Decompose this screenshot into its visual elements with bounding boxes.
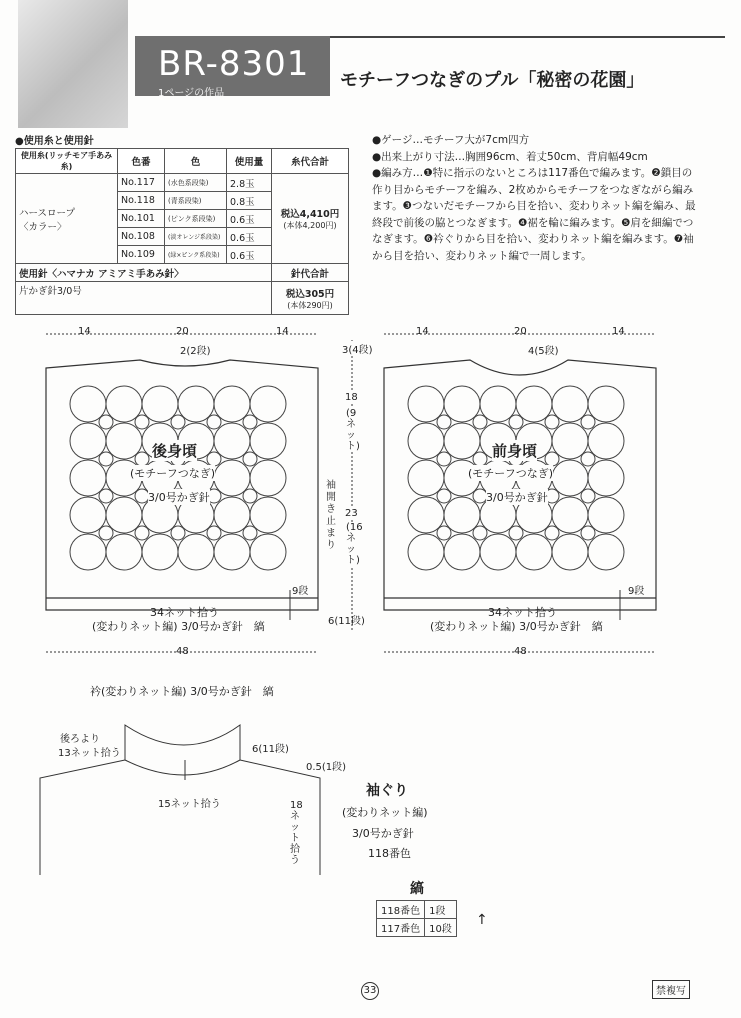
collar-title: 衿(変わりネット編) 3/0号かぎ針 縞	[90, 685, 274, 698]
motif-circle	[480, 534, 516, 570]
yarn-total-sub: (本体4,200円)	[283, 221, 337, 230]
table-row	[377, 919, 457, 937]
motif-circle	[214, 423, 250, 459]
motif-small-circle	[171, 526, 185, 540]
motif-small-circle	[207, 415, 221, 429]
front-rows-label: 9段	[628, 586, 645, 597]
front-band-label: (変わりネット編) 3/0号かぎ針 縞	[430, 620, 603, 633]
motif-circle	[70, 423, 106, 459]
page-reference: 1ページの作品	[158, 88, 225, 99]
motif-small-circle	[473, 415, 487, 429]
motif-small-circle	[207, 526, 221, 540]
motif-small-circle	[581, 415, 595, 429]
stripe-rows: 1段	[425, 901, 457, 919]
back-right-dim: 14	[276, 326, 289, 337]
motif-circle	[70, 460, 106, 496]
motif-circle	[250, 460, 286, 496]
motif-circle	[588, 534, 624, 570]
motif-circle	[70, 386, 106, 422]
motif-small-circle	[581, 452, 595, 466]
motif-small-circle	[545, 415, 559, 429]
collar-front-pick: 15ネット拾う	[158, 799, 221, 810]
collar-back-pick-1: 後ろより	[60, 734, 100, 745]
materials-heading: ●使用糸と使用針	[15, 136, 94, 147]
yarn-total-cell	[272, 174, 349, 264]
table-cell: 0.8玉	[227, 192, 272, 210]
motif-small-circle	[135, 415, 149, 429]
armhole-offset: 0.5(1段)	[306, 762, 347, 773]
col-number: 色番	[118, 149, 165, 174]
motif-small-circle	[171, 415, 185, 429]
yarn-total: 税込4,410円	[280, 209, 340, 220]
instructions	[372, 132, 697, 264]
motif-circle	[588, 423, 624, 459]
stripe-rows: 10段	[425, 919, 457, 937]
armhole-hook: 3/0号かぎ針	[352, 827, 414, 840]
motif-small-circle	[99, 526, 113, 540]
stripe-title: 縞	[410, 881, 424, 897]
motif-circle	[408, 423, 444, 459]
col-amount: 使用量	[227, 149, 272, 174]
motif-circle	[516, 386, 552, 422]
needle-total-label: 針代合計	[272, 264, 349, 282]
motif-circle	[552, 423, 588, 459]
table-cell: 0.6玉	[227, 210, 272, 228]
motif-circle	[250, 386, 286, 422]
side-bottom: 6(11段)	[328, 616, 365, 627]
motif-small-circle	[581, 526, 595, 540]
front-width: 48	[514, 646, 527, 657]
back-neck-label: 2(2段)	[180, 346, 211, 357]
motif-circle	[408, 460, 444, 496]
table-cell: (青系段染)	[165, 192, 227, 210]
motif-circle	[106, 423, 142, 459]
stripe-up-arrow: ↑	[476, 912, 488, 928]
back-body-outline	[46, 360, 318, 610]
motif-circle	[214, 386, 250, 422]
method-text: ●編み方…❶特に指示のないところは117番色で編みます。❷鎖目の作り目からモチーフを編み、2枚めからモチーフをつなぎながら編みます。❸つないだモチーフから目を拾い、変わりネット編を編み、最終段で前後の脇とつなぎます。❹裾を輪に編みます。❺肩を細編でつなぎます。❻衿ぐりから目を拾い、変わりネット編を編みます。❼袖から目を拾い、変わりネット編で一周します。	[372, 167, 696, 262]
back-rows-label: 9段	[292, 586, 309, 597]
motif-circle	[106, 386, 142, 422]
motif-circle	[444, 423, 480, 459]
back-pickup: 34ネット拾う	[150, 606, 219, 619]
motif-small-circle	[437, 489, 451, 503]
motif-circle	[214, 460, 250, 496]
back-left-dim: 14	[78, 326, 91, 337]
table-cell: (淡オレンジ系段染)	[165, 228, 227, 246]
motif-small-circle	[545, 452, 559, 466]
motif-circle	[214, 534, 250, 570]
motif-circle	[250, 423, 286, 459]
motif-circle	[142, 386, 178, 422]
motif-circle	[214, 497, 250, 533]
motif-circle	[178, 534, 214, 570]
pattern-title: モチーフつなぎのプル「秘密の花園」	[340, 70, 645, 91]
needle-label: 使用針〈ハマナカ アミアミ手あみ針〉	[16, 264, 272, 282]
sleeve-stop: 袖開き止まり	[326, 480, 336, 551]
back-piece-sub: (モチーフつなぎ)	[130, 467, 216, 480]
table-cell: No.118	[118, 192, 165, 210]
table-cell: No.101	[118, 210, 165, 228]
motif-circle	[142, 534, 178, 570]
motif-circle	[250, 534, 286, 570]
armhole-pickup: 18ネット拾う	[290, 800, 303, 866]
motif-circle	[444, 386, 480, 422]
motif-small-circle	[509, 415, 523, 429]
materials-table	[15, 148, 349, 315]
motif-small-circle	[135, 452, 149, 466]
motif-circle	[588, 386, 624, 422]
motif-small-circle	[243, 452, 257, 466]
needle-total-sub: (本体290円)	[287, 300, 333, 310]
motif-small-circle	[473, 526, 487, 540]
motif-small-circle	[135, 526, 149, 540]
motif-circle	[444, 497, 480, 533]
motif-circle	[552, 497, 588, 533]
pattern-code: BR-8301	[158, 44, 310, 84]
side-top: 3(4段)	[342, 341, 373, 356]
motif-circle	[408, 534, 444, 570]
motif-small-circle	[243, 489, 257, 503]
lower-left-outline	[40, 760, 125, 875]
motif-small-circle	[473, 489, 487, 503]
table-cell: No.108	[118, 228, 165, 246]
motif-small-circle	[545, 526, 559, 540]
back-center-dim: 20	[176, 326, 189, 337]
side-lower-cm: 23	[345, 508, 358, 519]
table-cell: (緑×ピンク系段染)	[165, 246, 227, 264]
motif-small-circle	[437, 415, 451, 429]
table-cell: (ピンク系段染)	[165, 210, 227, 228]
front-piece-sub: (モチーフつなぎ)	[468, 467, 554, 480]
motif-circle	[480, 386, 516, 422]
motif-small-circle	[243, 526, 257, 540]
stripe-color: 118番色	[377, 901, 425, 919]
collar-height: 6(11段)	[252, 744, 289, 755]
front-pickup: 34ネット拾う	[488, 606, 557, 619]
back-piece-hook: 3/0号かぎ針	[148, 491, 210, 504]
col-cost: 糸代合計	[272, 149, 349, 174]
back-piece-name: 後身頃	[152, 442, 198, 460]
armhole-title: 袖ぐり	[366, 783, 408, 799]
collar-band	[125, 725, 240, 775]
front-right-dim: 14	[612, 326, 625, 337]
back-width: 48	[176, 646, 189, 657]
front-left-dim: 14	[416, 326, 429, 337]
page-number: 33	[361, 982, 379, 1000]
front-center-dim: 20	[514, 326, 527, 337]
stripe-table	[376, 900, 457, 937]
motif-small-circle	[135, 489, 149, 503]
motif-circle	[516, 534, 552, 570]
gauge-text: ●ゲージ…モチーフ大が7cm四方	[372, 134, 530, 146]
motif-circle	[588, 497, 624, 533]
motif-small-circle	[99, 489, 113, 503]
needle-total-cell	[272, 282, 349, 315]
motif-circle	[178, 386, 214, 422]
motif-circle	[70, 497, 106, 533]
motif-small-circle	[207, 452, 221, 466]
motif-small-circle	[243, 415, 257, 429]
table-cell: 2.8玉	[227, 174, 272, 192]
motif-small-circle	[99, 415, 113, 429]
motif-small-circle	[473, 452, 487, 466]
front-piece-hook: 3/0号かぎ針	[486, 491, 548, 504]
table-cell: No.109	[118, 246, 165, 264]
collar-back-pick-2: 13ネット拾う	[58, 748, 121, 759]
yarn-sub: 〈カラー〉	[19, 221, 67, 233]
copy-notice: 禁複写	[652, 980, 690, 999]
stripe-color: 117番色	[377, 919, 425, 937]
model-photo	[18, 0, 128, 128]
side-upper-cm: 18	[345, 392, 358, 403]
armhole-method: (変わりネット編)	[342, 806, 428, 819]
motif-circle	[588, 460, 624, 496]
back-band-label: (変わりネット編) 3/0号かぎ針 縞	[92, 620, 265, 633]
yarn-name: ハースロープ	[19, 207, 76, 219]
size-text: ●出来上がり寸法…胸囲96cm、着丈50cm、背肩幅49cm	[372, 150, 648, 163]
motif-circle	[106, 497, 142, 533]
front-piece-name: 前身頃	[492, 442, 538, 460]
motif-small-circle	[99, 452, 113, 466]
motif-circle	[408, 497, 444, 533]
motif-small-circle	[437, 452, 451, 466]
table-cell: No.117	[118, 174, 165, 192]
motif-small-circle	[509, 526, 523, 540]
table-row	[377, 901, 457, 919]
title-rule	[330, 36, 725, 38]
motif-small-circle	[581, 489, 595, 503]
needle-value: 片かぎ針3/0号	[16, 282, 272, 315]
table-cell: 0.6玉	[227, 228, 272, 246]
side-upper-nets: (9ネット)	[346, 408, 360, 452]
front-body-outline	[384, 360, 656, 610]
motif-circle	[70, 534, 106, 570]
table-cell: 0.6玉	[227, 246, 272, 264]
motif-circle	[552, 386, 588, 422]
front-neck-label: 4(5段)	[528, 346, 559, 357]
col-color: 色	[165, 149, 227, 174]
col-yarn: 使用糸(リッチモア手あみ糸)	[16, 149, 118, 174]
lower-right-outline	[240, 760, 320, 875]
armhole-color: 118番色	[368, 847, 411, 860]
motif-circle	[444, 534, 480, 570]
motif-circle	[106, 534, 142, 570]
motif-small-circle	[437, 526, 451, 540]
motif-circle	[250, 497, 286, 533]
motif-circle	[552, 534, 588, 570]
table-cell: (水色系段染)	[165, 174, 227, 192]
motif-circle	[552, 460, 588, 496]
motif-circle	[408, 386, 444, 422]
needle-total: 税込305円	[285, 288, 335, 300]
side-lower-nets: (16ネット)	[346, 522, 363, 566]
yarn-name-cell	[16, 174, 118, 264]
